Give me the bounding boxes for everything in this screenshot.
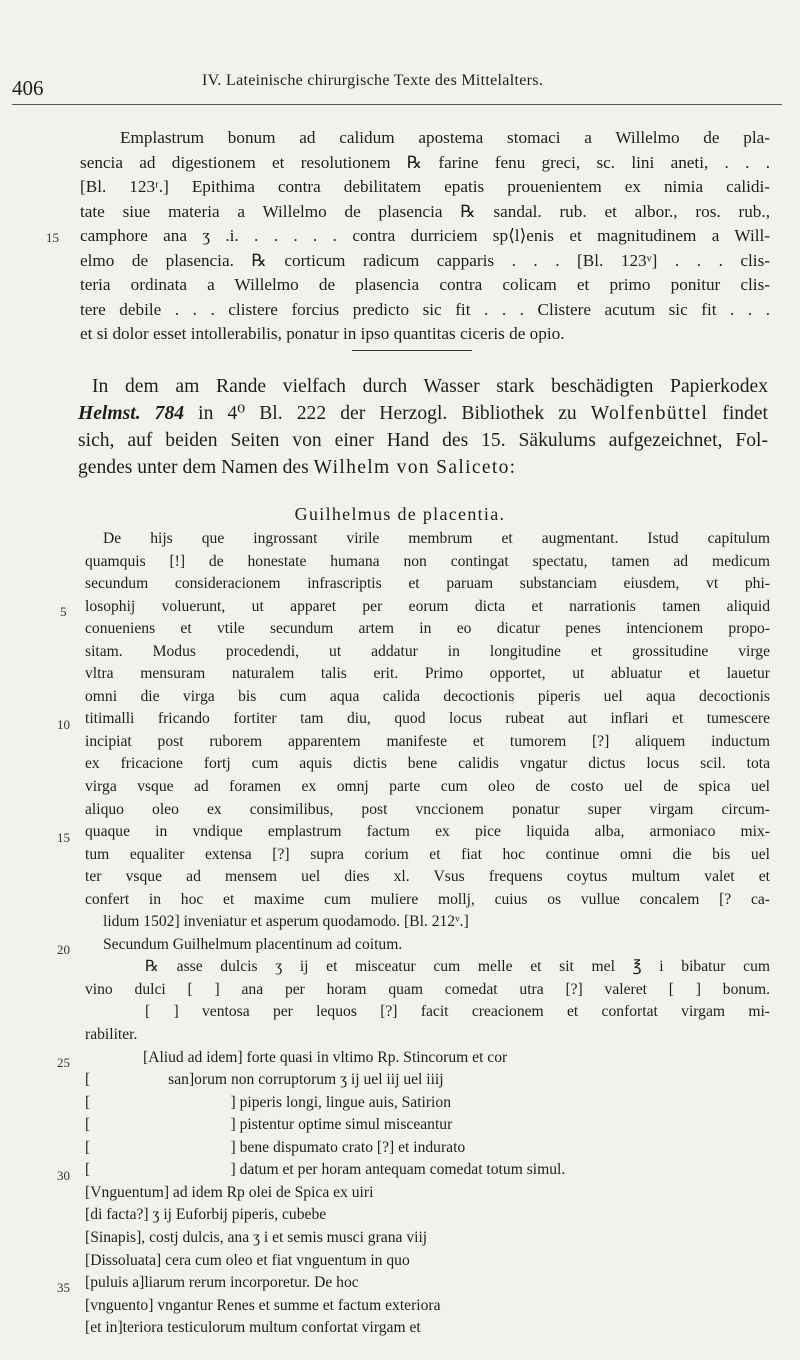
latin-excerpt-1 [80, 126, 770, 347]
text-line: virga vsque ad foramen ex omnj parte cum oleo de costo uel de spica uel [85, 778, 770, 796]
text-line: [Dissoluata] cera cum oleo et fiat vnguentum in quo [85, 1251, 410, 1269]
text-line: [et in]teriora testiculorum multum confortat virgam et [85, 1319, 421, 1337]
text-line: [Aliud ad idem] forte quasi in vltimo Rp. Stincorum et cor [143, 1048, 508, 1066]
text-line: losophij voluerunt, ut apparet per eorum dicta et narrationis tamen aliquid [85, 597, 770, 615]
text-line: secundum consideracionem infrascriptis et paruam substanciam eiusdem, vt phi- [85, 575, 770, 593]
line-number-margin: 5 [60, 604, 67, 619]
text-line: De hijs que ingrossant virile membrum et augmentant. Istud capitulum [103, 530, 770, 547]
line-number-margin: 15 [57, 830, 70, 845]
text-line: tate siue materia a Willelmo de plasencia ℞ sandal. rub. et albor., ros. rub., [80, 201, 770, 221]
text-line: [ san]orum non corruptorum ʒ ij uel iij uel iiij [85, 1071, 444, 1089]
running-head: IV. Lateinische chirurgische Texte des Mittelalters. [202, 72, 544, 89]
text-line: Secundum Guilhelmum placentinum ad coitum. [103, 935, 403, 953]
text-line: tum equaliter extensa [?] supra corium et fiat hoc continue omni die bis uel [85, 845, 770, 863]
text-line: confert in hoc et maxime cum muliere mollj, cuius os vullue concalem [? ca- [85, 890, 770, 908]
text-line: sencia ad digestionem et resolutionem ℞ farine fenu greci, sc. lini aneti, . . . [80, 152, 770, 172]
text-line: quamquis [!] de honestate humana non contingat spectatu, tamen ad medicum [85, 552, 770, 570]
text-line: camphore ana ʒ .i. . . . . . contra durriciem sp⟨l⟩enis et magnitudinem a Will- [80, 226, 770, 245]
text-line: tere debile . . . clistere forcius predicto sic fit . . . Clistere acutum sic fit . . . [80, 299, 770, 319]
text-line: [ ] bene dispumato crato [?] et indurato [85, 1138, 466, 1156]
text-line: [di facta?] ʒ ij Euforbij piperis, cubebe [85, 1206, 327, 1224]
text-line: titimalli fricando fortiter tam diu, quod locus rubeat aut inflari et tumescere [85, 710, 770, 728]
text-line: vino dulci [ ] ana per horam quam comedat utra [?] valeret [ ] bonum. [85, 980, 770, 998]
manuscript-siglum: Helmst. 784 [78, 403, 185, 424]
text-line: gendes unter dem Namen des Wilhelm von Saliceto: [78, 457, 517, 478]
text-line: [ ] ventosa per lequos [?] facit creacionem et confortat virgam mi- [145, 1003, 770, 1021]
text-line: vltra mensuram naturalem talis erit. Primo opportet, ut abluatur et lauetur [85, 665, 770, 683]
text-line: ℞ asse dulcis ʒ ij et misceatur cum melle et sit mel ℥ i bibatur cum [145, 958, 770, 976]
line-number-margin: 30 [57, 1168, 70, 1183]
text-line: quaque in vndique emplastrum factum ex pice liquida alba, armoniaco mix- [85, 823, 770, 841]
text-line: [Vnguentum] ad idem Rp olei de Spica ex uiri [85, 1183, 374, 1201]
latin-text-guilhelmus [85, 528, 770, 1340]
text-line: [ ] pistentur optime simul misceantur [85, 1116, 453, 1134]
text-line: sich, auf beiden Seiten von einer Hand des 15. Säkulums aufgezeichnet, Fol- [78, 430, 768, 451]
text-line: Helmst. 784 in 4⁰ Bl. 222 der Herzogl. Bibliothek zu Wolfenbüttel findet [78, 403, 768, 424]
text-line: ex fricacione fortj cum aquis dictis bene calidis vngatur dictus locus scil. tota [85, 755, 770, 773]
german-commentary [78, 373, 768, 481]
line-number-margin: 35 [57, 1280, 70, 1295]
text-line: [puluis a]liarum rerum incorporetur. De hoc [85, 1274, 359, 1292]
section-separator [352, 350, 472, 351]
text-line: [Sinapis], costj dulcis, ana ʒ i et semis musci grana viij [85, 1228, 428, 1246]
page-number: 406 [12, 76, 44, 100]
text-line: [ ] piperis longi, lingue auis, Satirion [85, 1093, 451, 1111]
text-line: ter vsque ad mensem uel dies xl. Vsus frequens coytus multum valet et [85, 868, 770, 886]
text-line: lidum 1502] inveniatur et asperum quodamodo. [Bl. 212ᵛ.] [103, 913, 469, 931]
line-number-margin: 15 [46, 230, 59, 245]
text-line: [ ] datum et per horam antequam comedat totum simul. [85, 1161, 566, 1179]
text-line: elmo de plasencia. ℞ corticum radicum capparis . . . [Bl. 123ᵛ] . . . clis- [80, 250, 770, 270]
line-number-margin: 10 [57, 717, 70, 732]
text-line: Emplastrum bonum ad calidum apostema stomaci a Willelmo de pla- [120, 128, 770, 147]
text-line: [Bl. 123ʳ.] Epithima contra debilitatem epatis prouenientem ex nimia calidi- [80, 177, 770, 196]
text-line: teria ordinata a Willelmo de plasencia contra colicam et primo ponitur clis- [80, 275, 770, 294]
text-line: [vnguento] vngantur Renes et summe et factum exteriora [85, 1296, 441, 1314]
text-line: incipiat post ruborem apparentem manifeste et tumorem [?] aliquem inductum [85, 732, 770, 750]
section-heading: Guilhelmus de placentia. [294, 504, 506, 524]
text-line: sitam. Modus procedendi, ut addatur in longitudine et grossitudine virge [85, 642, 770, 660]
text-line: aliquo oleo ex consimilibus, post vnccionem ponatur super virgam circum- [85, 800, 770, 818]
line-number-margin: 25 [57, 1055, 70, 1070]
page-header [12, 70, 782, 105]
text-line: conueniens et vtile secundum artem in eo dicatur penes intencionem propo- [85, 620, 770, 638]
text-line: omni die virga bis cum aqua calida decoctionis piperis uel aqua decoctionis [85, 687, 770, 705]
text-line: rabiliter. [85, 1026, 138, 1044]
text-line: et si dolor esset intollerabilis, ponatur in ipso quantitas ciceris de opio. [80, 324, 565, 343]
line-number-margin: 20 [57, 942, 70, 957]
text-line: In dem am Rande vielfach durch Wasser stark beschädigten Papierkodex [92, 376, 768, 397]
